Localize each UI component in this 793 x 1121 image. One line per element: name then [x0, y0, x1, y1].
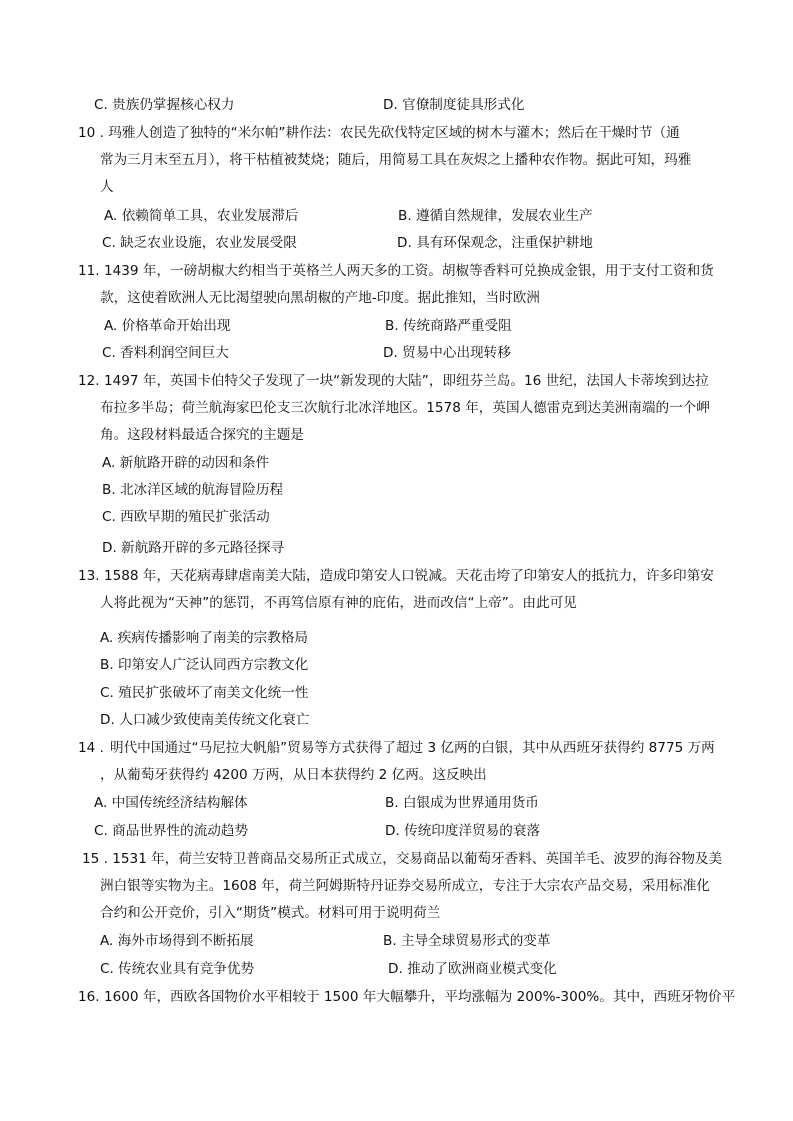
- q14-stem-line-2: ，从葡萄牙获得约 4200 万两，从日本获得约 2 亿两。这反映出: [100, 767, 487, 783]
- q13-option-d: D. 人口减少致使南美传统文化衰亡: [100, 712, 310, 728]
- q15-stem-line-3: 合约和公开竞价，引入“期货”模式。材料可用于说明荷兰: [100, 905, 441, 921]
- q10-option-a: A. 依赖简单工具，农业发展滞后: [104, 208, 299, 224]
- q15-option-d: D. 推动了欧洲商业模式变化: [388, 961, 557, 977]
- q14-option-d: D. 传统印度洋贸易的衰落: [385, 823, 541, 839]
- q12-option-d: D. 新航路开辟的多元路径探寻: [102, 540, 285, 556]
- q10-option-c: C. 缺乏农业设施，农业发展受限: [102, 235, 297, 251]
- q11-stem-line-2: 款，这使着欧洲人无比渴望驶向黑胡椒的产地-印度。据此推知，当时欧洲: [100, 290, 540, 306]
- q15-stem-line-2: 洲白银等实物为主。1608 年，荷兰阿姆斯特丹证券交易所成立，专注于大宗农产品交易，采用标准化: [100, 878, 710, 894]
- q12-stem-line-3: 角。这段材料最适合探究的主题是: [100, 427, 304, 443]
- q14-option-a: A. 中国传统经济结构解体: [94, 795, 248, 811]
- q15-stem-line-1: 15 . 1531 年，荷兰安特卫普商品交易所正式成立，交易商品以葡萄牙香料、英国羊毛、波罗的海谷物及美: [82, 851, 723, 867]
- q14-option-b: B. 白银成为世界通用货币: [385, 795, 539, 811]
- q16-stem-line-1: 16. 1600 年，西欧各国物价水平相较于 1500 年大幅攀升，平均涨幅为 200%-300%。其中，西班牙物价平: [78, 989, 736, 1005]
- q11-option-a: A. 价格革命开始出现: [104, 318, 231, 334]
- q9-option-d: D. 官僚制度徒具形式化: [383, 97, 525, 113]
- q12-stem-line-1: 12. 1497 年，英国卡伯特父子发现了一块“新发现的大陆”，即纽芬兰岛。16 世纪，法国人卡蒂埃到达拉: [78, 373, 709, 389]
- q10-stem-line-3: 人: [100, 179, 114, 195]
- q13-option-a: A. 疾病传播影响了南美的宗教格局: [100, 630, 309, 646]
- q10-stem-line-1: 10 . 玛雅人创造了独特的“米尔帕”耕作法：农民先砍伐特定区域的树木与灌木；然后在干燥时节（通: [78, 125, 680, 141]
- q12-option-a: A. 新航路开辟的动因和条件: [102, 455, 270, 471]
- q15-option-c: C. 传统农业具有竞争优势: [100, 961, 255, 977]
- q11-option-c: C. 香料利润空间巨大: [102, 345, 229, 361]
- q14-option-c: C. 商品世界性的流动趋势: [94, 823, 249, 839]
- q12-option-b: B. 北冰洋区域的航海冒险历程: [102, 482, 284, 498]
- q10-option-b: B. 遵循自然规律，发展农业生产: [398, 208, 593, 224]
- q10-option-d: D. 具有环保观念，注重保护耕地: [397, 235, 593, 251]
- q11-option-b: B. 传统商路严重受阻: [385, 318, 512, 334]
- q11-stem-line-1: 11. 1439 年，一磅胡椒大约相当于英格兰人两天多的工资。胡椒等香料可兑换成金银，用于支付工资和货: [78, 263, 714, 279]
- q12-stem-line-2: 布拉多半岛；荷兰航海家巴伦支三次航行北冰洋地区。1578 年，英国人德雷克到达美洲南端的一个岬: [100, 400, 710, 416]
- q11-option-d: D. 贸易中心出现转移: [383, 345, 511, 361]
- q13-option-c: C. 殖民扩张破坏了南美文化统一性: [100, 685, 309, 701]
- q15-option-a: A. 海外市场得到不断拓展: [100, 933, 254, 949]
- q14-stem-line-1: 明代中国通过“马尼拉大帆船”贸易等方式获得了超过 3 亿两的白银，其中从西班牙获得约 8775 万两: [110, 740, 715, 756]
- q13-stem-line-1: 13. 1588 年，天花病毒肆虐南美大陆，造成印第安人口锐减。天花击垮了印第安人的抵抗力，许多印第安: [78, 568, 714, 584]
- q12-option-c: C. 西欧早期的殖民扩张活动: [102, 509, 270, 525]
- q15-option-b: B. 主导全球贸易形式的变革: [383, 933, 551, 949]
- q13-option-b: B. 印第安人广泛认同西方宗教文化: [100, 657, 309, 673]
- q14-number: 14 .: [78, 740, 104, 756]
- q13-stem-line-2: 人将此视为“天神”的惩罚，不再笃信原有神的庇佑，进而改信“上帝”。由此可见: [100, 595, 577, 611]
- q10-stem-line-2: 常为三月末至五月），将干枯植被焚烧；随后，用简易工具在灰烬之上播种农作物。据此可知，玛雅: [100, 152, 692, 168]
- q9-option-c: C. 贵族仍掌握核心权力: [94, 97, 235, 113]
